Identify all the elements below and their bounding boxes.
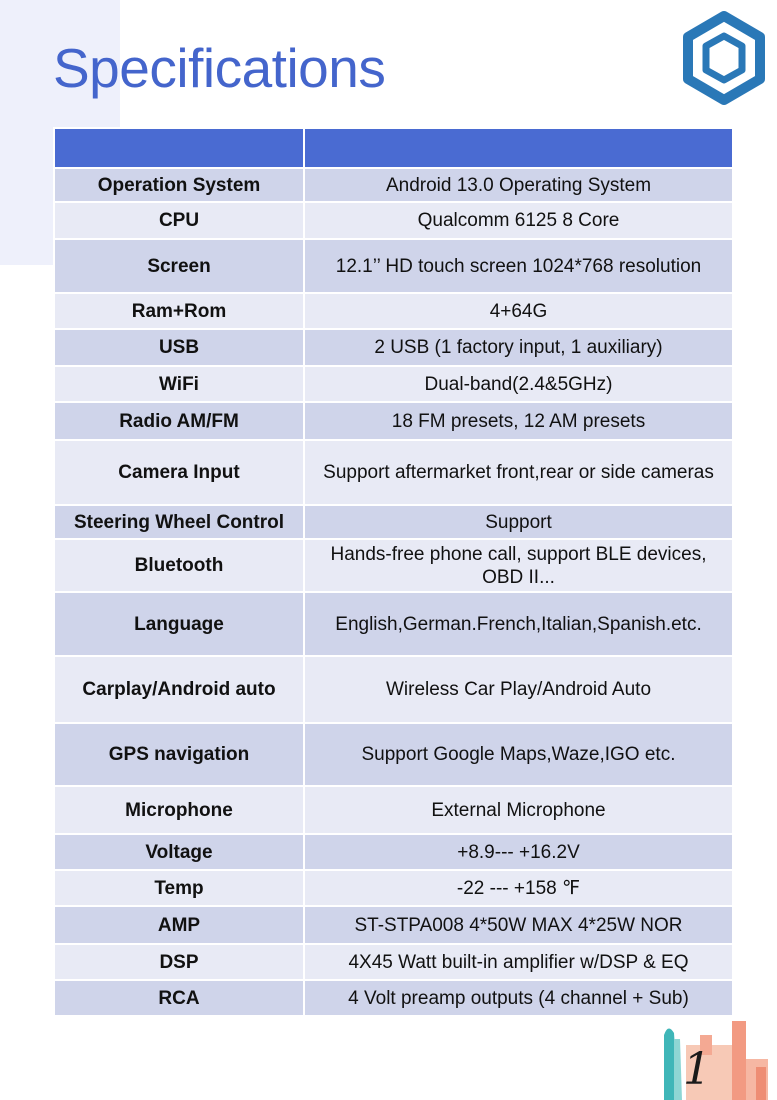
table-row xyxy=(54,944,733,980)
table-row xyxy=(54,366,733,402)
table-row xyxy=(54,239,733,293)
table-row xyxy=(54,592,733,656)
table-row xyxy=(54,834,733,870)
spec-value: External Microphone xyxy=(304,786,733,834)
spec-value: 4X45 Watt built-in amplifier w/DSP & EQ xyxy=(304,944,733,980)
spec-label: Voltage xyxy=(54,834,304,870)
hexagon-logo-icon xyxy=(676,10,772,106)
table-row xyxy=(54,723,733,786)
table-row xyxy=(54,870,733,906)
spec-value: Support Google Maps,Waze,IGO etc. xyxy=(304,723,733,786)
spec-value: 12.1’’ HD touch screen 1024*768 resolution xyxy=(304,239,733,293)
table-row xyxy=(54,440,733,505)
spec-label: USB xyxy=(54,329,304,366)
specifications-table xyxy=(53,127,734,1017)
table-row xyxy=(54,168,733,202)
table-body xyxy=(54,168,733,1016)
table-row xyxy=(54,202,733,239)
corner-decoration-icon xyxy=(660,1015,777,1100)
table-header-row xyxy=(54,128,733,168)
spec-value: 2 USB (1 factory input, 1 auxiliary) xyxy=(304,329,733,366)
spec-value: Qualcomm 6125 8 Core xyxy=(304,202,733,239)
spec-value: 18 FM presets, 12 AM presets xyxy=(304,402,733,440)
table-row xyxy=(54,329,733,366)
table-row xyxy=(54,656,733,723)
spec-label: Carplay/Android auto xyxy=(54,656,304,723)
spec-label: Microphone xyxy=(54,786,304,834)
spec-label: Screen xyxy=(54,239,304,293)
page-number: 1 xyxy=(683,1044,711,1095)
spec-label: Camera Input xyxy=(54,440,304,505)
table-row xyxy=(54,293,733,329)
spec-label: CPU xyxy=(54,202,304,239)
spec-label: Ram+Rom xyxy=(54,293,304,329)
table-row xyxy=(54,402,733,440)
spec-label: GPS navigation xyxy=(54,723,304,786)
spec-value: ST-STPA008 4*50W MAX 4*25W NOR xyxy=(304,906,733,944)
spec-value: Support aftermarket front,rear or side cameras xyxy=(304,440,733,505)
table-row xyxy=(54,786,733,834)
spec-label: Steering Wheel Control xyxy=(54,505,304,539)
spec-label: Radio AM/FM xyxy=(54,402,304,440)
spec-label: Language xyxy=(54,592,304,656)
spec-value: 4+64G xyxy=(304,293,733,329)
spec-value: +8.9--- +16.2V xyxy=(304,834,733,870)
spec-value: Android 13.0 Operating System xyxy=(304,168,733,202)
table-row xyxy=(54,906,733,944)
table-row xyxy=(54,980,733,1016)
spec-label: AMP xyxy=(54,906,304,944)
table-header-cell xyxy=(54,128,304,168)
table-header-cell xyxy=(304,128,733,168)
spec-value: Hands-free phone call, support BLE devices, OBD II... xyxy=(304,539,733,592)
spec-label: DSP xyxy=(54,944,304,980)
spec-value: Support xyxy=(304,505,733,539)
spec-label: Operation System xyxy=(54,168,304,202)
spec-value: Dual-band(2.4&5GHz) xyxy=(304,366,733,402)
spec-label: RCA xyxy=(54,980,304,1016)
spec-value: English,German.French,Italian,Spanish.etc. xyxy=(304,592,733,656)
spec-label: Temp xyxy=(54,870,304,906)
spec-label: Bluetooth xyxy=(54,539,304,592)
spec-value: 4 Volt preamp outputs (4 channel + Sub) xyxy=(304,980,733,1016)
table-row xyxy=(54,505,733,539)
spec-label: WiFi xyxy=(54,366,304,402)
page-title: Specifications xyxy=(53,37,386,99)
table-row xyxy=(54,539,733,592)
spec-value: Wireless Car Play/Android Auto xyxy=(304,656,733,723)
spec-value: -22 --- +158 ℉ xyxy=(304,870,733,906)
